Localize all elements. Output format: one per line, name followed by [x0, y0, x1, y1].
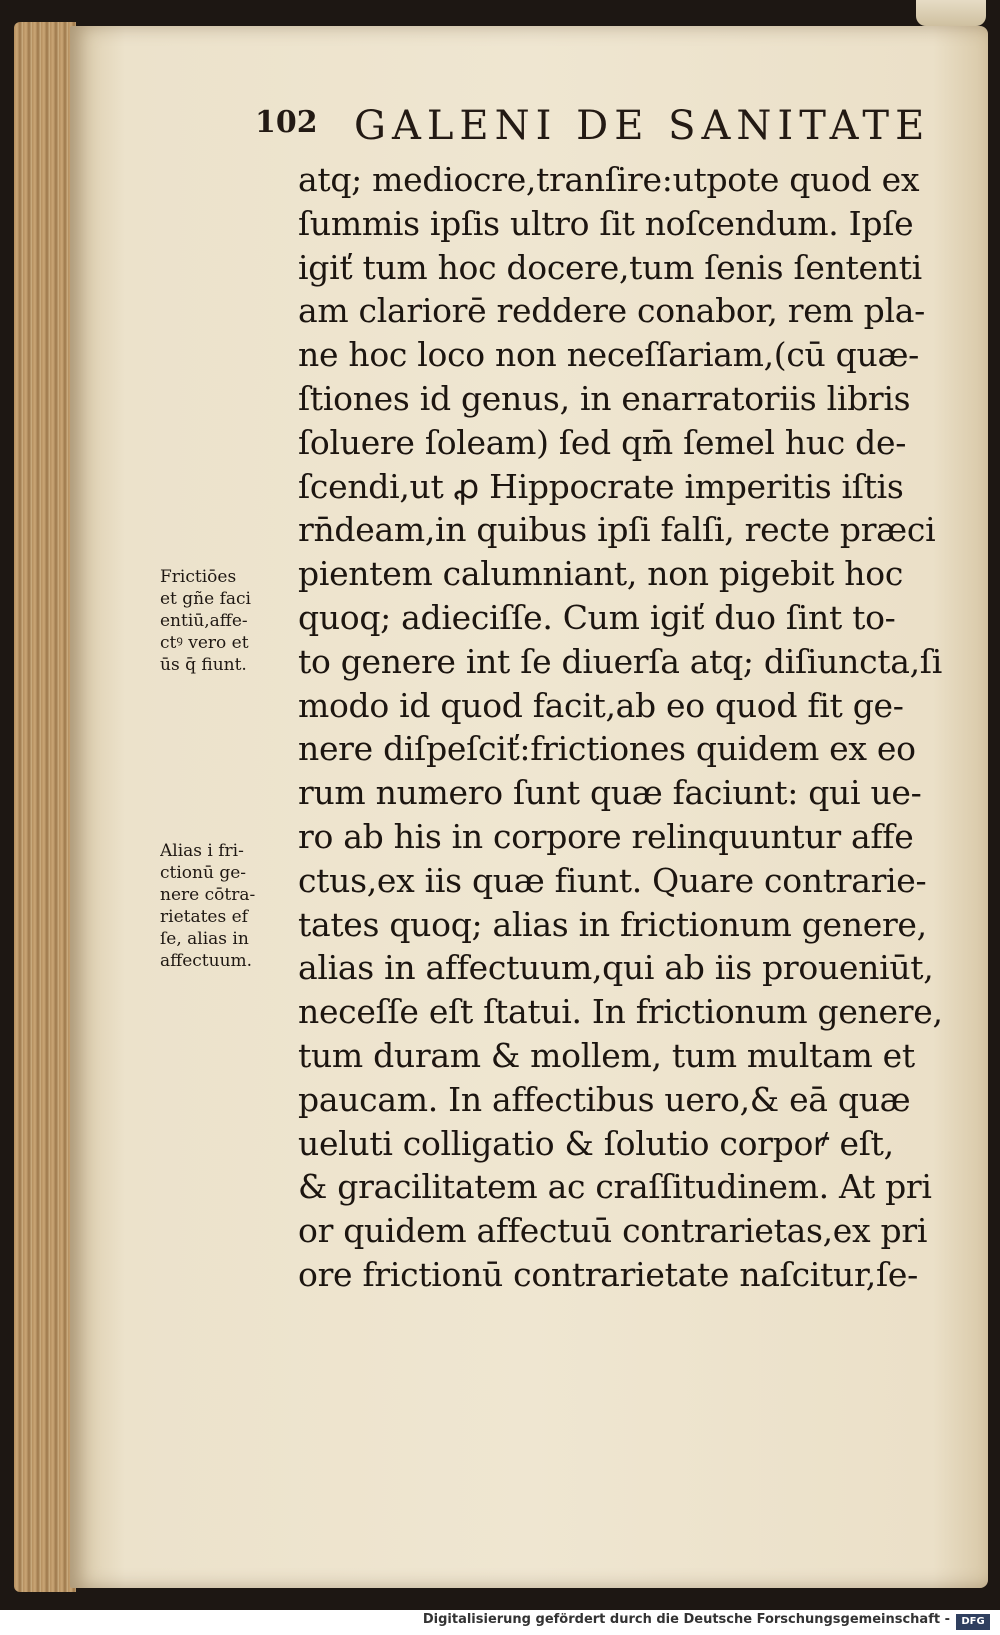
- text-line: ſummis ipſis ultro ſit noſcendum. Ipſe: [298, 203, 914, 243]
- page-number: 102: [255, 105, 318, 140]
- text-line: ſcendi,ut ꝓ Hippocrate imperitis iſtis: [298, 466, 904, 506]
- text-line: tates quoq; alias in frictionum genere,: [298, 904, 927, 944]
- text-line: am clariorē reddere conabor, rem pla-: [298, 291, 925, 331]
- text-line: & gracilitatem ac craſſitudinem. At pri: [298, 1167, 932, 1207]
- text-line: igiť tum hoc docere,tum ſenis ſententi: [298, 247, 922, 287]
- text-line: to genere int ſe diuerſa atq; diſiuncta,ſi: [298, 641, 942, 681]
- dfg-logo: DFG: [956, 1614, 990, 1630]
- text-line: modo id quod facit,ab eo quod fit ge-: [298, 685, 904, 725]
- marginal-line: affectuum.: [160, 951, 253, 971]
- marginal-note-frictiones: [160, 566, 292, 676]
- text-line: paucam. In affectibus uero,& eā quæ: [298, 1079, 911, 1119]
- text-line: alias in affectuum,qui ab iis proueniūt,: [298, 948, 934, 988]
- marginal-line: entiū,affe-: [160, 611, 248, 631]
- body-text: [298, 158, 948, 1297]
- marginal-line: ctꝰ vero et: [160, 633, 249, 653]
- text-line: ro ab his in corpore relinquuntur affe: [298, 816, 914, 856]
- text-line: ne hoc loco non neceſſariam,(cū quæ-: [298, 335, 920, 375]
- text-line: rn̄deam,in quibus ipſi falſi, recte præci: [298, 510, 936, 550]
- text-line: nere diſpeſciť:frictiones quidem ex eo: [298, 729, 916, 769]
- marginal-line: et gñe faci: [160, 589, 251, 609]
- text-line: or quidem affectuū contrarietas,ex pri: [298, 1211, 928, 1251]
- marginal-line: ūs q̄ fiunt.: [160, 655, 247, 675]
- text-line: pientem calumniant, non pigebit hoc: [298, 554, 903, 594]
- marginal-note-contrarietates: [160, 840, 292, 972]
- text-line: rum numero ſunt quæ faciunt: qui ue-: [298, 773, 922, 813]
- marginal-line: Alias i fri-: [160, 841, 244, 861]
- marginal-line: nere cōtra-: [160, 885, 256, 905]
- text-line: ctus,ex iis quæ fiunt. Quare contrarie-: [298, 860, 927, 900]
- running-head: GALENI DE SANITATE: [354, 103, 931, 149]
- text-line: atq; mediocre,tranſire:utpote quod ex: [298, 160, 920, 199]
- text-line: ſtiones id genus, in enarratoriis libris: [298, 378, 911, 418]
- digitization-credit: Digitalisierung gefördert durch die Deutsche Forschungsgemeinschaft -: [422, 1612, 950, 1627]
- text-line: neceſſe eſt ſtatui. In frictionum genere,: [298, 992, 943, 1032]
- text-line: ſoluere ſoleam) ſed qm̄ ſemel huc de-: [298, 422, 907, 462]
- text-line: quoq; adieciſſe. Cum igiť duo ſint to-: [298, 597, 896, 637]
- marginal-line: Frictiōes: [160, 567, 237, 587]
- book-page-edges: [14, 22, 76, 1592]
- page-fold: [916, 0, 986, 26]
- marginal-line: rietates ef: [160, 907, 248, 927]
- text-line: ore frictionū contrarietate naſcitur,ſe-: [298, 1254, 918, 1294]
- marginal-line: ſe, alias in: [160, 929, 249, 949]
- text-line: ueluti colligatio & ſolutio corpoꝵ eſt,: [298, 1123, 894, 1163]
- text-line: tum duram & mollem, tum multam et: [298, 1035, 915, 1075]
- marginal-line: ctionū ge-: [160, 863, 247, 883]
